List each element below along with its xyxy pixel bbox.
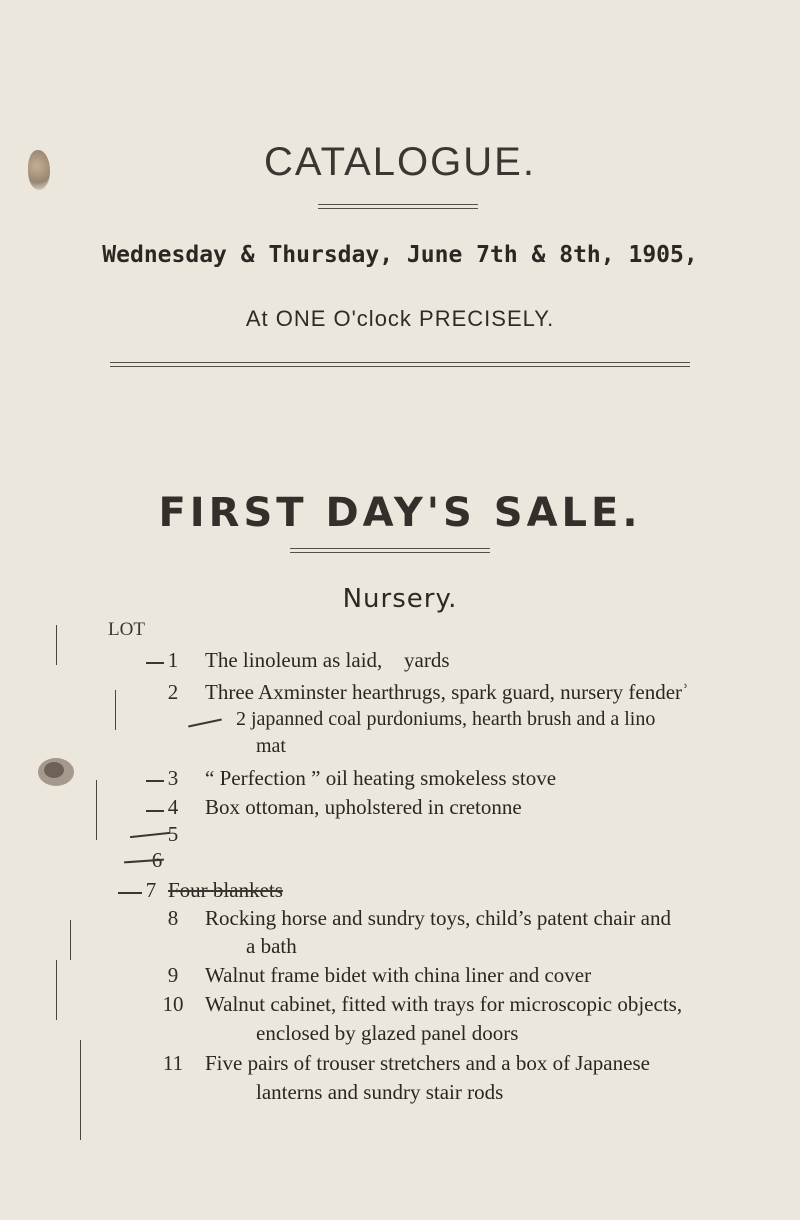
lot-description: Box ottoman, upholstered in cretonne: [205, 795, 522, 819]
pencil-margin-mark: [80, 1040, 81, 1140]
pencil-margin-mark: [70, 920, 71, 960]
lot-description: Rocking horse and sundry toys, child’s patent chair and: [205, 906, 671, 930]
lot-description: Four blankets: [168, 878, 283, 902]
lot-unit: yards: [404, 648, 450, 672]
lot-description: Three Axminster hearthrugs, spark guard, nursery fenderʾ: [205, 680, 689, 704]
pencil-dash: [146, 662, 164, 664]
title-rule: [318, 204, 478, 205]
lot-number: 11: [162, 1051, 184, 1075]
lot-number: 10: [162, 992, 184, 1016]
pencil-margin-mark: [96, 780, 97, 840]
lot-number: 4: [167, 795, 179, 819]
pencil-dash: [118, 892, 142, 894]
lot-number: 7: [145, 878, 157, 902]
lot-description-continuation: mat: [256, 735, 286, 757]
lot-number: 5: [167, 822, 179, 846]
lot-number: 8: [167, 906, 179, 930]
margin-ink-blot: [30, 740, 90, 800]
sale-rule-2: [290, 552, 490, 553]
lot-description: 2 japanned coal purdoniums, hearth brush and a lino: [236, 708, 656, 730]
lot-number: 1: [167, 648, 179, 672]
lot-column-header: LOT: [108, 619, 145, 640]
sale-dateline: Wednesday & Thursday, June 7th & 8th, 1905,: [102, 242, 698, 268]
lot-description: The linoleum as laid,: [205, 648, 383, 672]
lot-number: 2: [167, 680, 179, 704]
first-day-sale-title: FIRST DAY'S SALE.: [158, 490, 642, 536]
catalogue-title: CATALOGUE.: [264, 140, 536, 184]
pencil-margin-mark: [115, 690, 116, 730]
pencil-margin-mark: [56, 625, 57, 665]
lot-description: Walnut frame bidet with china liner and cover: [205, 963, 592, 987]
lot-number: 9: [167, 963, 179, 987]
pencil-margin-mark: [56, 960, 57, 1020]
sale-rule: [290, 548, 490, 549]
section-heading-nursery: Nursery.: [342, 584, 458, 614]
pencil-dash: [188, 718, 222, 727]
sale-time: At ONE O'clock PRECISELY.: [245, 306, 555, 331]
lot-description: “ Perfection ” oil heating smokeless stove: [205, 766, 557, 790]
double-rule-bottom: [110, 366, 690, 367]
pencil-dash: [146, 780, 164, 782]
lot-description: Walnut cabinet, fitted with trays for microscopic objects,: [205, 992, 683, 1016]
lot-description-continuation: a bath: [246, 934, 297, 958]
lot-number: 6: [151, 848, 163, 872]
lot-description: Five pairs of trouser stretchers and a box of Japanese: [205, 1051, 650, 1075]
pencil-dash: [146, 810, 164, 812]
title-rule-2: [318, 208, 478, 209]
lot-number: 3: [167, 766, 179, 790]
lot-description-continuation: lanterns and sundry stair rods: [256, 1080, 504, 1104]
lot-description-continuation: enclosed by glazed panel doors: [256, 1021, 519, 1045]
double-rule-top: [110, 362, 690, 363]
